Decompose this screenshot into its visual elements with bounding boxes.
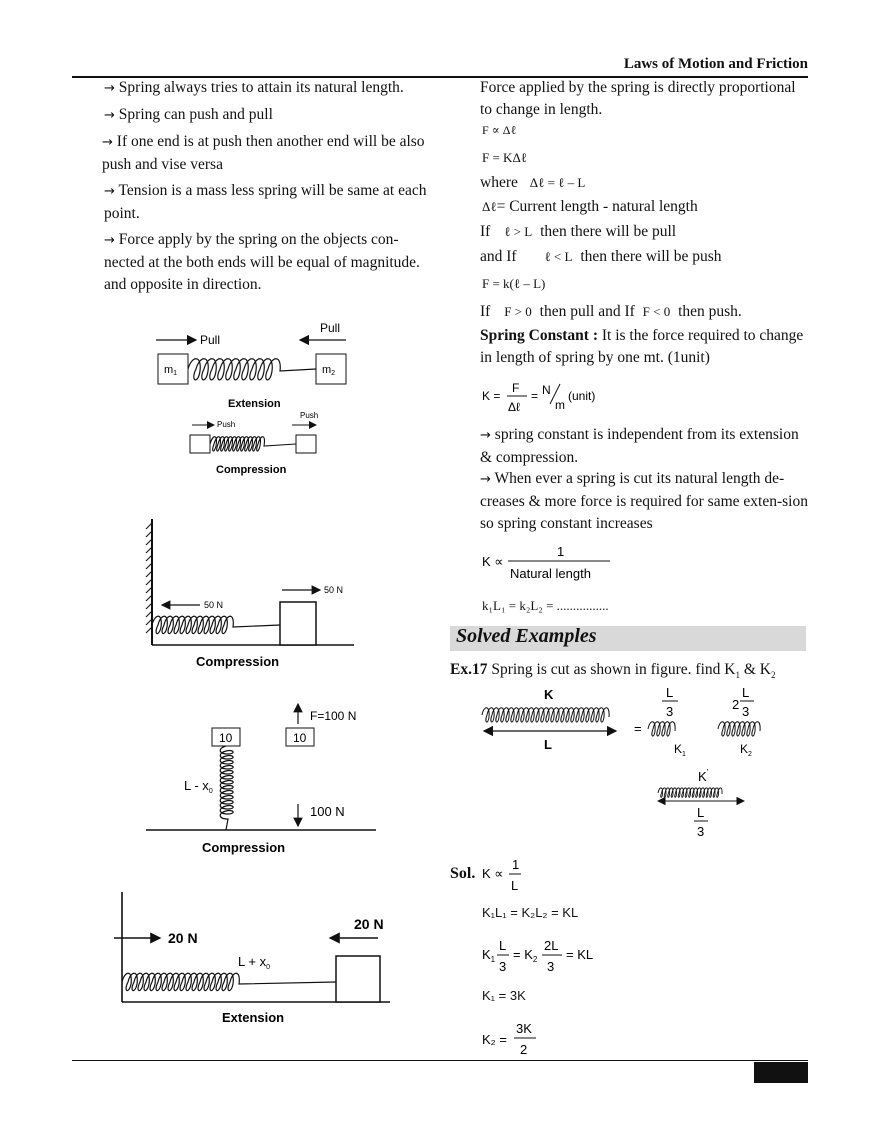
force-up-label: F=100 N	[310, 709, 357, 723]
frac2-num: L	[742, 685, 750, 700]
spring-cut-piece	[658, 788, 722, 797]
intro-text: Force applied by the spring is directly proportional to change in length.	[480, 79, 796, 118]
block	[280, 602, 316, 645]
label-K1: $K_1$	[674, 742, 686, 758]
svg-text:Δℓ: Δℓ	[508, 400, 520, 414]
frac3-den: 3	[697, 824, 705, 839]
arrow-icon: →	[480, 428, 491, 443]
force-right-label: 20 N	[354, 916, 384, 932]
svg-text:(unit): (unit)	[568, 389, 596, 403]
example-figure	[478, 683, 798, 843]
arrow-icon: →	[102, 135, 113, 150]
frac1-num: L	[666, 685, 674, 700]
block-free-label: 10	[293, 731, 307, 745]
caption: Compression	[202, 840, 286, 855]
spring-compressed	[210, 437, 296, 451]
spring	[122, 973, 336, 990]
length-label: $L + x_0$	[238, 954, 270, 971]
svg-text:=: =	[531, 389, 539, 403]
arrow-icon: →	[104, 233, 115, 248]
block-left-small	[190, 435, 210, 453]
example-17: Ex.17 Spring is cut as shown in figure. find $K_1$ & $K_2$	[450, 661, 776, 681]
running-header: Laws of Motion and Friction	[623, 56, 808, 72]
bullet-2: → Spring can push and pull	[104, 106, 273, 123]
caption-compression: Compression	[216, 464, 287, 476]
if-sign: If F > 0 then pull and If F < 0 then push.	[480, 303, 742, 320]
where-line: where Δℓ = ℓ – L	[480, 174, 586, 191]
sol-step-1: K₁L₁ = K₂L₂ = KL	[482, 905, 579, 920]
force-down-label: 100 N	[310, 804, 345, 819]
force-left-label: 20 N	[168, 930, 198, 946]
arrow-icon: →	[104, 184, 115, 199]
svg-text:1: 1	[512, 857, 520, 872]
solved-examples-title: Solved Examples	[456, 625, 597, 647]
note-cut-spring: → When ever a spring is cut its natural length de-creases & more force is required for same exten-sion so spring constant increases	[480, 470, 808, 532]
svg-text:K =: K =	[482, 389, 501, 403]
svg-text:K ∝: K ∝	[482, 554, 504, 569]
length-label: L - $x_0$	[184, 778, 213, 795]
spring-extended	[188, 359, 316, 380]
footer-rule	[72, 1060, 808, 1061]
label-Kprime: K'	[698, 768, 709, 784]
sol-step-3: K₁ = 3K	[482, 988, 526, 1003]
m1-label: m1	[164, 364, 178, 377]
svg-text:K ∝: K ∝	[482, 866, 504, 881]
bullet-5: → Force apply by the spring on the objects con-nected at the both ends will be equal of magnitude. and opposite in direction.	[104, 231, 420, 293]
spring	[152, 616, 280, 633]
figure-vertical-compression	[144, 698, 384, 858]
svg-text:2: 2	[520, 1042, 528, 1057]
spring-third	[648, 722, 675, 736]
if-pull: If ℓ > L then there will be pull	[480, 223, 677, 240]
bullet-4: → Tension is a mass less spring will be same at each point.	[104, 182, 427, 222]
svg-text:= KL: = KL	[566, 947, 594, 962]
sol-k-proportional	[480, 854, 540, 894]
svg-text:L: L	[511, 878, 519, 893]
svg-text:K1: $K_1$	[482, 947, 496, 964]
page-number-box	[754, 1062, 808, 1083]
sol-label: Sol.	[450, 865, 476, 882]
push-left-label: Push	[217, 420, 236, 429]
frac3-num: L	[697, 805, 705, 820]
push-right-label: Push	[300, 411, 319, 420]
arrow-icon: →	[480, 472, 491, 487]
svg-text:3: 3	[547, 959, 555, 974]
k-formula	[480, 378, 630, 418]
svg-text:= K2: = $K_2$	[513, 947, 538, 964]
k-proportional	[480, 540, 630, 584]
spring-constant-def: Spring Constant : It is the force required to change in length of spring by one mt. (1unit)	[480, 327, 804, 366]
eq-proportional: F ∝ Δℓ	[482, 123, 517, 137]
svg-text:K₂ =: K₂ =	[482, 1032, 507, 1047]
svg-text:F: F	[512, 381, 520, 395]
figure-extension-compression	[150, 318, 360, 480]
force-left-label: 50 N	[204, 600, 224, 610]
label-K2: $K_2$	[740, 742, 752, 758]
left-bullets	[104, 77, 434, 300]
full-spring	[482, 708, 609, 722]
block-right-small	[296, 435, 316, 453]
frac1-den: 3	[666, 704, 674, 719]
block-on-spring-label: 10	[219, 731, 233, 745]
k-series: k₁L₁ = k₂L₂ = ................	[482, 598, 609, 613]
eq-force-length: F = k(ℓ – L)	[482, 276, 546, 291]
svg-text:N: N	[542, 383, 551, 397]
figure-wall-extension	[108, 888, 398, 1030]
delta-def: Δℓ= Current length - natural length	[482, 198, 698, 215]
if-push: and If ℓ < L then there will be push	[480, 248, 722, 265]
svg-text:3: 3	[499, 959, 507, 974]
bullet-3: → If one end is at push then another end will be also push and vise versa	[102, 133, 425, 173]
caption: Extension	[222, 1010, 285, 1025]
right-column	[480, 77, 810, 121]
sol-step-2	[480, 935, 630, 975]
arrow-icon: →	[104, 81, 115, 96]
eq-hooke: F = KΔℓ	[482, 150, 528, 165]
bullet-1: → Spring always tries to attain its natural length.	[104, 79, 404, 96]
caption-extension: Extension	[228, 398, 281, 410]
sol-step-4	[480, 1018, 560, 1058]
two-label: 2	[732, 697, 740, 712]
force-right-label: 50 N	[324, 585, 344, 595]
equals-sign: =	[634, 721, 642, 736]
block	[336, 956, 380, 1002]
pull-left-label: Pull	[200, 333, 221, 347]
svg-text:Natural length: Natural length	[510, 566, 591, 581]
note-independent: → spring constant is independent from its extension & compression.	[480, 426, 799, 466]
svg-text:L: L	[499, 938, 507, 953]
m2-label: m2	[322, 364, 336, 377]
arrow-icon: →	[104, 108, 115, 123]
svg-text:1: 1	[557, 544, 565, 559]
label-L: L	[544, 737, 552, 752]
figure-wall-compression	[144, 515, 364, 675]
frac2-den: 3	[742, 704, 750, 719]
svg-text:2L: 2L	[544, 938, 559, 953]
caption: Compression	[196, 654, 280, 669]
vertical-spring	[220, 746, 233, 830]
pull-right-label: Pull	[320, 321, 341, 335]
spring-two-thirds	[718, 722, 760, 736]
svg-text:m: m	[555, 398, 565, 412]
label-K: K	[544, 687, 554, 702]
svg-text:3K: 3K	[516, 1021, 532, 1036]
